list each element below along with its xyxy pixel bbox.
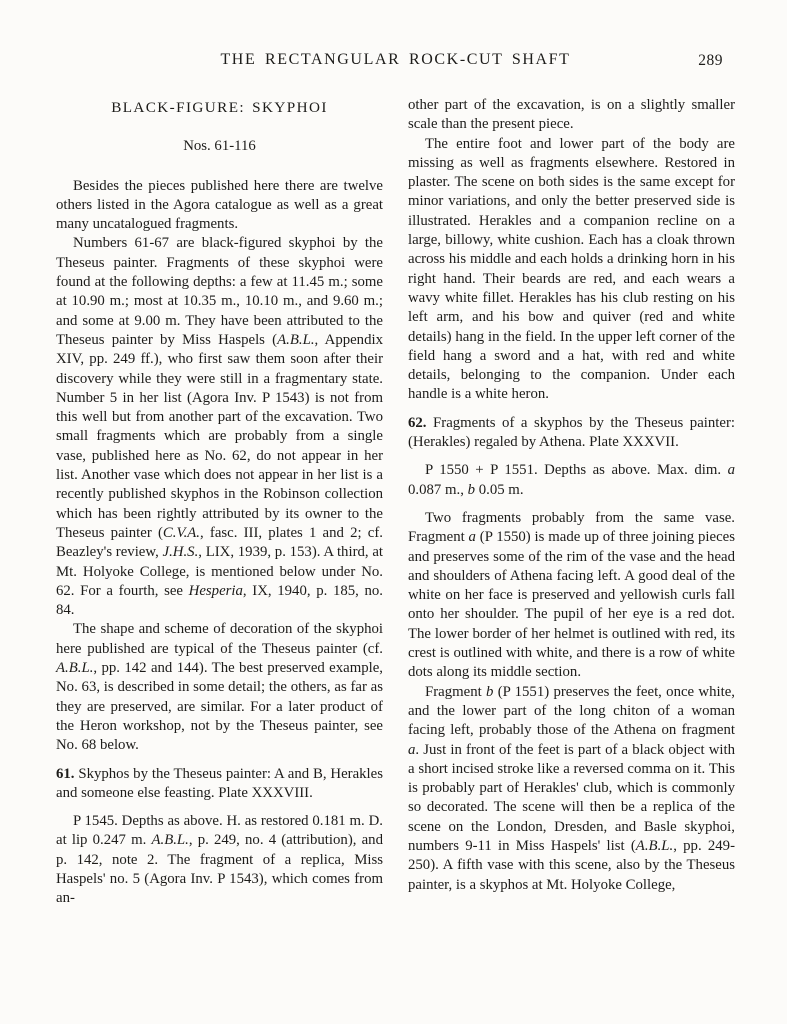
section-subheading: Nos. 61-116 [183, 138, 256, 155]
running-title: THE RECTANGULAR ROCK-CUT SHAFT [220, 51, 571, 68]
paragraph-besides-pieces: Besides the pieces published here there are twelve others listed in the Agora catalogue as well as a great many uncatalogued fragments. [56, 177, 383, 233]
section-heading: BLACK-FIGURE: SKYPHOI [111, 99, 328, 116]
two-column-text [56, 96, 735, 909]
paragraph-fragment-b: Fragment b (P 1551) preserves the feet, once white, and the lower part of the long chiton of a woman facing left, probably those of the Athena on fragment a. Just in front of the feet is part of a black object with a short incised stroke like a reversed comma on it. This is probably part of Herakles' club, which is commonly so decorated. The scene will then be a replica of the scene on the London, Dresden, and Basle skyphoi, numbers 9-11 in Miss Haspels' list (A.B.L., pp. 249-250). A fifth vase with this scene, also by the Theseus painter, is a skyphos at Mt. Holyoke College, [408, 683, 735, 893]
paragraph-numbers-61-67: Numbers 61-67 are black-figured skyphoi by the Theseus painter. Fragments of these skyphoi were found at the following depths: a few at 11.45 m.; some at 10.90 m.; most at 10.35 m., 10.10 m., and 9.60 m.; and some at 9.00 m. They have been attributed to the Theseus painter by Miss Haspels (A.B.L., Appendix XIV, pp. 249 ff.), who first saw them soon after their discovery while they were still in a fragmentary state. Number 5 in her list (Agora Inv. P 1543) is not from this well but from another part of the excavation. Two small fragments which are probably from a single vase, published here as No. 62, do not appear in her list. Another vase which does not appear in her list is a recently published skyphos in the Robinson collection which has been rightly attributed by its owner to the Theseus painter (C.V.A., fasc. III, plates 1 and 2; cf. Beazley's review, J.H.S., LIX, 1939, p. 153). A third, at Mt. Holyoke College, is mentioned below under No. 62. For a fourth, see Hesperia, IX, 1940, p. 185, no. 84. [56, 235, 384, 619]
paragraph-continuation-from-left: other part of the excavation, is on a slightly smaller scale than the present piece. [408, 97, 735, 133]
paragraph-entire-foot: The entire foot and lower part of the body are missing as well as fragments elsewhere. Restored in plaster. The scene on both sides is the same except for minor variations, and only the better preserved side is illustrated. Herakles and a companion recline on a large, billowy, white cushion. Each has a cloak thrown across his middle and each holds a drinking horn in his right hand. Their beards are red, and each wears a wavy white fillet. Herakles has his club resting on his left arm, and his bow and quiver (red and white details) hang in the field. In the upper left corner of the field hang a sword and a hat, with red and white details, belonging to the companion. Under each handle is a white heron. [408, 135, 735, 403]
catalogue-entry-61-heading: 61. Skyphos by the Theseus painter: A and B, Herakles and someone else feasting. Plate XXXVIII. [56, 765, 383, 801]
catalogue-entry-62-heading: 62. Fragments of a skyphos by the Theseus painter: (Herakles) regaled by Athena. Plate XXXVII. [408, 414, 735, 451]
page-number: 289 [698, 52, 723, 69]
page-header [56, 50, 735, 72]
right-column [408, 96, 735, 909]
left-column [56, 96, 383, 909]
paragraph-shape-and-scheme: The shape and scheme of decoration of the skyphoi here published are typical of the Theseus painter (cf. A.B.L., pp. 142 and 144). The best preserved example, No. 63, is described in some detail; the others, as far as they are preserved, are similar. For a later product of the Heron workshop, not by the Theseus painter, see No. 68 below. [56, 621, 383, 754]
paragraph-p1550-details: P 1550 + P 1551. Depths as above. Max. dim. a 0.087 m., b 0.05 m. [408, 462, 735, 498]
paragraph-p1545-details: P 1545. Depths as above. H. as restored 0.181 m. D. at lip 0.247 m. A.B.L., p. 249, no. 4 (attribution), and p. 142, note 2. The fragment of a replica, Miss Haspels' no. 5 (Agora Inv. P 1543), which comes from an- [56, 813, 383, 907]
paragraph-fragment-a: Two fragments probably from the same vase. Fragment a (P 1550) is made up of three joining pieces and preserves some of the rim of the vase and the head and shoulders of Athena facing left. A good deal of the white on her face is preserved and yellowish curls fall onto her shoulder. The pupil of her eye is a red dot. The lower border of her helmet is outlined with red, its crest is outlined with white, and there is a row of white dots along its middle section. [408, 509, 735, 681]
